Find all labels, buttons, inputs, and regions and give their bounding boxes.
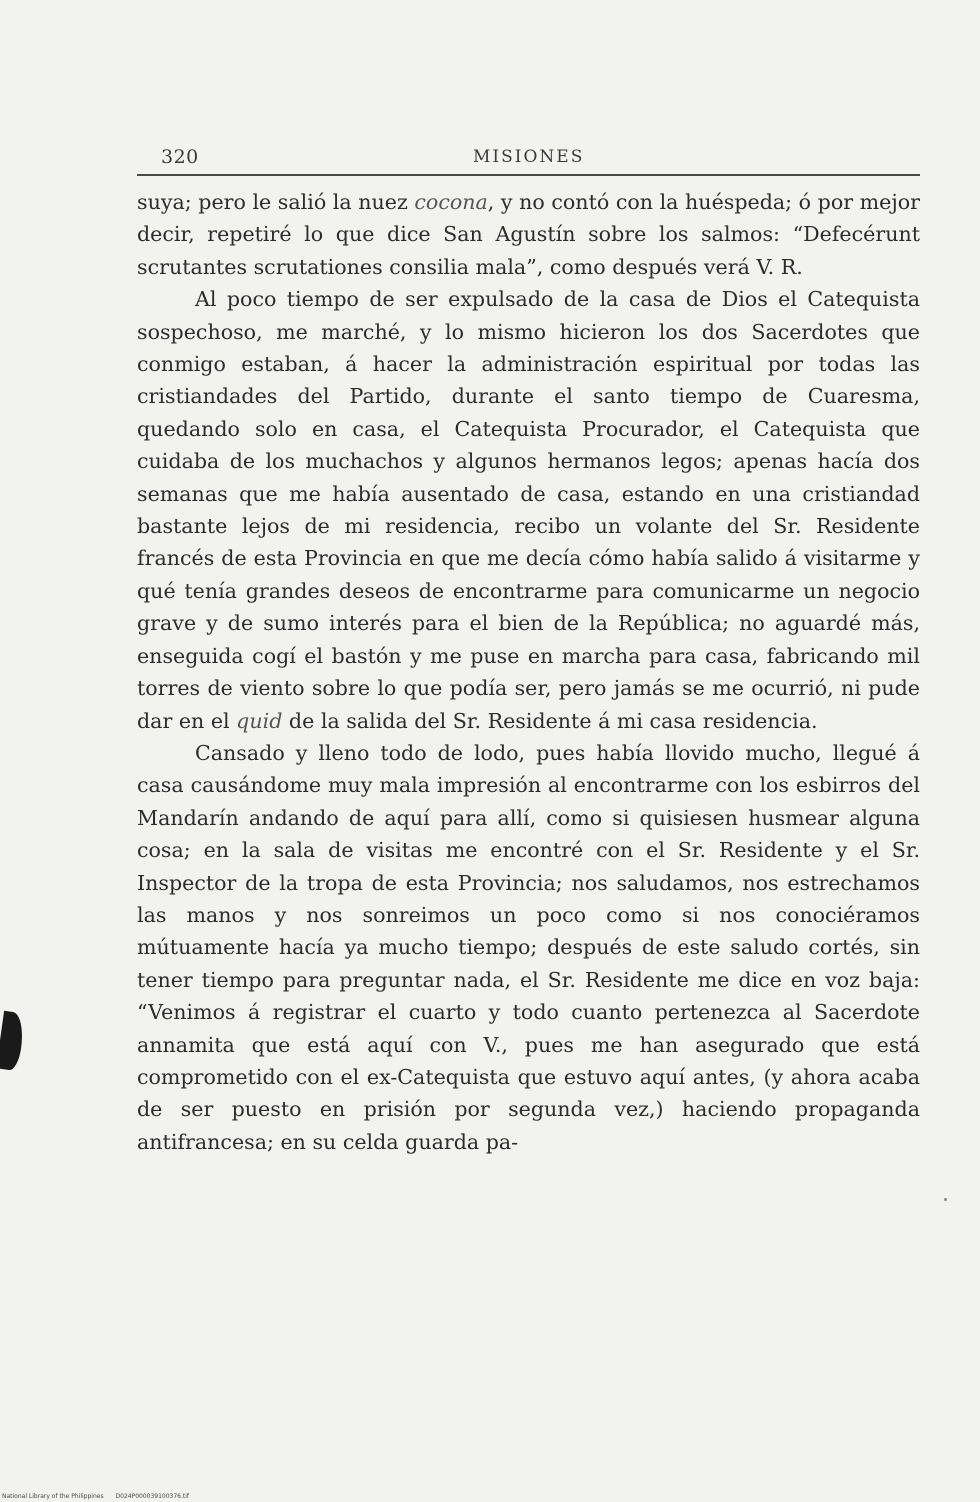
paragraph-1-text-a: suya; pero le salió la nuez xyxy=(137,190,415,214)
paragraph-2-text-b: de la salida del Sr. Residente á mi casa residencia. xyxy=(282,708,818,733)
paragraph-3 xyxy=(137,737,920,1158)
footer-library: National Library of the Philippines xyxy=(2,1493,104,1500)
paragraph-1-text-b: , y no contó con la huéspeda; ó por mejor decir, repetiré lo que dice San Agustín sobre los salmos: “Defecérunt scrutantes scrutationes consilia mala”, como después verá V. R. xyxy=(137,190,920,279)
paragraph-2 xyxy=(137,283,920,737)
paragraph-1-italic: cocona xyxy=(414,190,488,214)
thumb-shadow xyxy=(0,1011,26,1071)
footer-code: D024P000039100376.tif xyxy=(115,1493,190,1500)
paper-speck xyxy=(944,1198,947,1201)
paragraph-2-text-a: Al poco tiempo de ser expulsado de la casa de Dios el Catequista sospechoso, me marché, y lo mismo hicieron los dos Sacerdotes que conmigo estaban, á hacer la administración espiritual por todas las cristiandades del Partido, durante el santo tiempo de Cuaresma, quedando solo en casa, el Catequista Procurador, el Catequista que cuidaba de los muchachos y algunos hermanos legos; apenas hacía dos semanas que me había ausentado de casa, estando en una cristiandad bastante lejos de mi residencia, recibo un volante del Sr. Residente francés de esta Provincia en que me decía cómo había salido á visitarme y qué tenía grandes deseos de encontrarme para comunicarme un negocio grave y de sumo interés para el bien de la República; no aguardé más, enseguida cogí el bastón y me puse en marcha para casa, fabricando mil torres de viento sobre lo que podía ser, pero jamás se me ocurrió, ni pude dar en el xyxy=(137,287,920,733)
paragraph-2-italic: quid xyxy=(236,708,283,733)
paragraph-1 xyxy=(137,186,920,283)
page-number: 320 xyxy=(161,146,199,168)
scan-footer xyxy=(2,1493,189,1500)
page-header xyxy=(137,144,920,176)
body-text xyxy=(137,186,920,1158)
paragraph-3-text-a: Cansado y lleno todo de lodo, pues había llovido mucho, llegué á casa causándome muy mala impresión al encontrarme con los esbirros del Mandarín andando de aquí para allí, como si quisiesen husmear alguna cosa; en la sala de visitas me encontré con el Sr. Residente y el Sr. Inspector de la tropa de esta Provincia; nos saludamos, nos estrechamos las manos y nos sonreimos un poco como si nos conociéramos mútuamente hacía ya mucho tiempo; después de este saludo cortés, sin tener tiempo para preguntar nada, el Sr. Residente me dice en voz baja: “Venimos á registrar el cuarto y todo cuanto pertenezca al Sacerdote annamita que está aquí con V., pues me han asegurado que está comprometido con el ex-Catequista que estuvo aquí antes, (y ahora acaba de ser puesto en prisión por segunda vez,) haciendo propaganda antifrancesa; en su celda guarda pa- xyxy=(137,740,920,1154)
running-title: MISIONES xyxy=(473,147,585,167)
